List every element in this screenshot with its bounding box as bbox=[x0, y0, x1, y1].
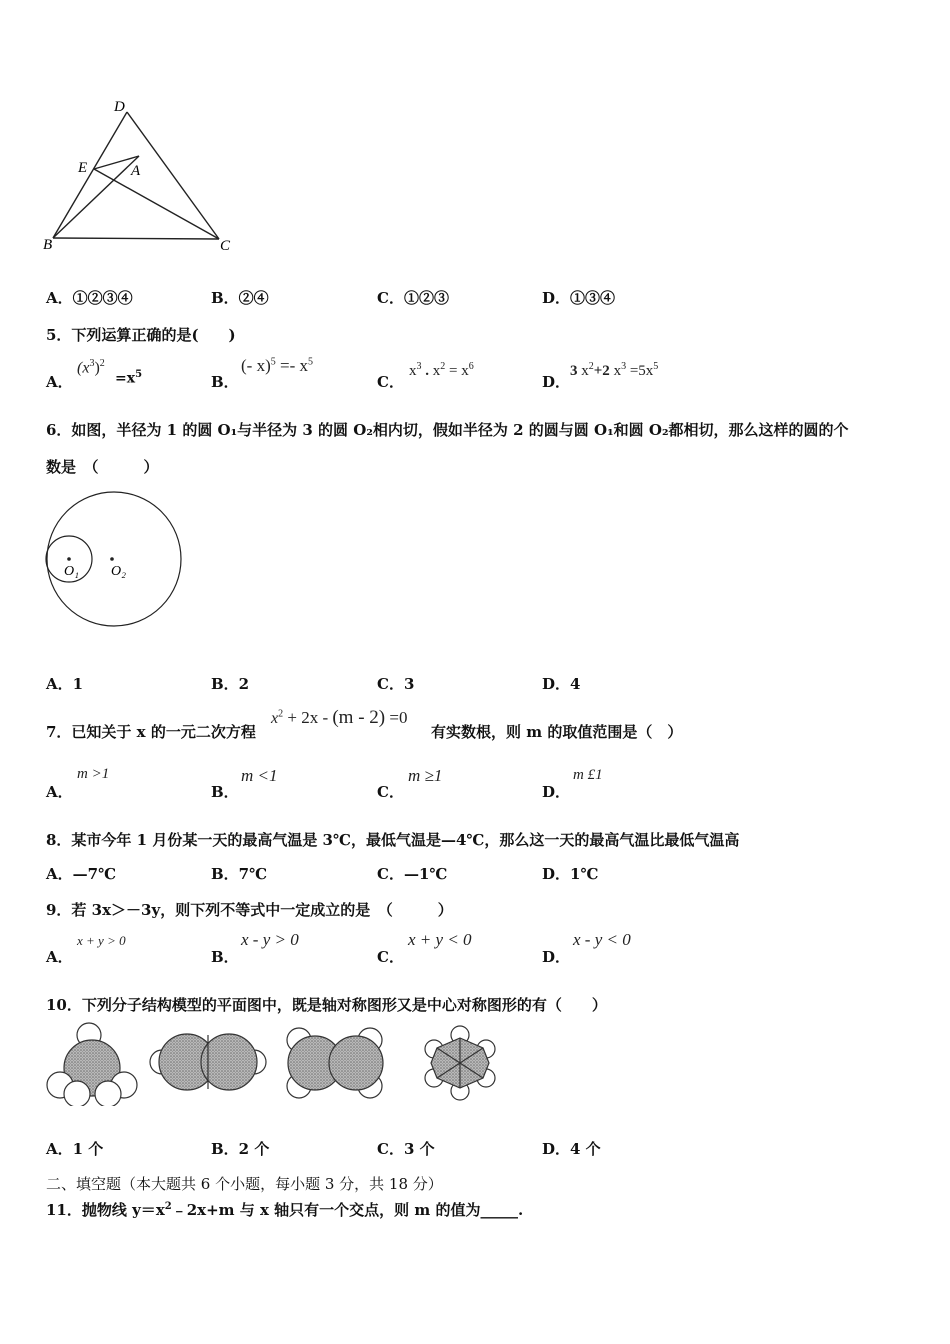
q5-option-c-letter[interactable]: C． bbox=[377, 373, 404, 391]
q8-option-b[interactable]: B．7℃ bbox=[211, 865, 268, 883]
q4-option-c[interactable]: C．①②③ bbox=[377, 289, 449, 307]
q7-option-b-expr[interactable]: m <1 bbox=[241, 766, 278, 785]
q5-option-a-expr[interactable]: $(x^3)^2$ bbox=[77, 358, 105, 377]
q5-option-b-letter[interactable]: B． bbox=[211, 373, 239, 391]
section2-heading: 二、填空题（本大题共 6 个小题，每小题 3 分，共 18 分） bbox=[46, 1175, 443, 1193]
label-o1: O₁ bbox=[64, 564, 79, 579]
q5-option-d-expr[interactable]: 3 $x^2+2$ $x^3 =5x^5$ bbox=[570, 361, 659, 379]
q7-option-a-letter[interactable]: A． bbox=[46, 783, 73, 801]
q9-option-b-letter[interactable]: B． bbox=[211, 948, 239, 966]
label-e: E bbox=[78, 160, 88, 176]
q9-option-a-expr[interactable]: x + y > 0 bbox=[77, 933, 126, 948]
q7-equation: $x^2 + 2x - (m - 2) =0$ bbox=[271, 707, 408, 728]
q7-stem-pre: 7．已知关于 x 的一元二次方程 bbox=[46, 723, 256, 741]
q6-option-d[interactable]: D．4 bbox=[542, 675, 581, 693]
q8-stem: 8．某市今年 1 月份某一天的最高气温是 3℃，最低气温是—4℃，那么这一天的最高气温比最低气温高 bbox=[46, 831, 740, 849]
q9-option-d-expr[interactable]: x - y < 0 bbox=[573, 930, 631, 949]
tangent-circles-figure bbox=[40, 486, 190, 634]
q5-option-d-letter[interactable]: D． bbox=[542, 373, 571, 391]
q10-stem: 10．下列分子结构模型的平面图中，既是轴对称图形又是中心对称图形的有（ ） bbox=[46, 996, 607, 1014]
label-c: C bbox=[220, 238, 231, 254]
q8-option-d[interactable]: D．1℃ bbox=[542, 865, 599, 883]
q7-option-d-letter[interactable]: D． bbox=[542, 783, 571, 801]
q11-stem: 11．抛物线 $y=x^2﹣2x+m$ 与 x 轴只有一个交点，则 m 的值为_____. bbox=[46, 1201, 524, 1219]
q6-stem-line1: 6．如图，半径为 1 的圆 O₁与半径为 3 的圆 O₂相内切，假如半径为 2 的圆与圆 O₁和圆 O₂都相切，那么这样的圆的个 bbox=[46, 421, 849, 439]
q9-option-a-letter[interactable]: A． bbox=[46, 948, 73, 966]
q11-answer-blank[interactable]: _____ bbox=[480, 1201, 518, 1219]
q4-option-b[interactable]: B．②④ bbox=[211, 289, 269, 307]
q4-option-a[interactable]: A．①②③④ bbox=[46, 289, 133, 307]
molecule-model-3 bbox=[287, 1028, 383, 1098]
q7-option-c-expr[interactable]: m ≥1 bbox=[408, 766, 443, 785]
q9-option-c-expr[interactable]: x + y < 0 bbox=[408, 930, 472, 949]
q5-option-a-rhs: $=x^5$ bbox=[115, 369, 143, 387]
q7-option-a-expr[interactable]: m >1 bbox=[77, 766, 110, 782]
q7-option-c-letter[interactable]: C． bbox=[377, 783, 404, 801]
q6-option-a[interactable]: A．1 bbox=[46, 675, 84, 693]
q5-option-a-letter[interactable]: A． bbox=[46, 373, 73, 391]
molecule-model-1 bbox=[47, 1023, 137, 1106]
q5-option-c-expr[interactable]: $x^3$ . $x^2 = x^6$ bbox=[409, 361, 474, 379]
q4-option-d[interactable]: D．①③④ bbox=[542, 289, 616, 307]
q6-stem-line2: 数是 （ ） bbox=[46, 458, 159, 476]
label-d: D bbox=[114, 99, 125, 115]
q7-option-b-letter[interactable]: B． bbox=[211, 783, 239, 801]
q10-option-b[interactable]: B．2 个 bbox=[211, 1140, 270, 1158]
q5-stem: 5．下列运算正确的是( ) bbox=[46, 326, 236, 344]
q9-stem: 9．若 3x＞－3y，则下列不等式中一定成立的是 （ ） bbox=[46, 901, 453, 919]
q9-option-d-letter[interactable]: D． bbox=[542, 948, 571, 966]
q7-stem-post: 有实数根，则 m 的取值范围是（ ） bbox=[431, 723, 683, 741]
label-o2: O₂ bbox=[111, 564, 126, 579]
label-a: A bbox=[131, 163, 141, 179]
q5-option-b-expr[interactable]: (- $x)^5 =- x^5$ bbox=[241, 356, 313, 375]
q9-option-c-letter[interactable]: C． bbox=[377, 948, 404, 966]
q10-option-a[interactable]: A．1 个 bbox=[46, 1140, 104, 1158]
q10-option-d[interactable]: D．4 个 bbox=[542, 1140, 601, 1158]
triangle-figure bbox=[38, 92, 248, 260]
q6-option-b[interactable]: B．2 bbox=[211, 675, 250, 693]
q6-option-c[interactable]: C．3 bbox=[377, 675, 415, 693]
molecule-model-4 bbox=[425, 1026, 495, 1100]
molecule-models-figure bbox=[44, 1022, 512, 1106]
molecule-model-2 bbox=[150, 1034, 266, 1090]
label-b: B bbox=[43, 237, 53, 253]
q8-option-c[interactable]: C．—1℃ bbox=[377, 865, 448, 883]
q10-option-c[interactable]: C．3 个 bbox=[377, 1140, 435, 1158]
q9-option-b-expr[interactable]: x - y > 0 bbox=[241, 930, 299, 949]
q7-option-d-expr[interactable]: m £1 bbox=[573, 767, 603, 783]
q8-option-a[interactable]: A．—7℃ bbox=[46, 865, 117, 883]
